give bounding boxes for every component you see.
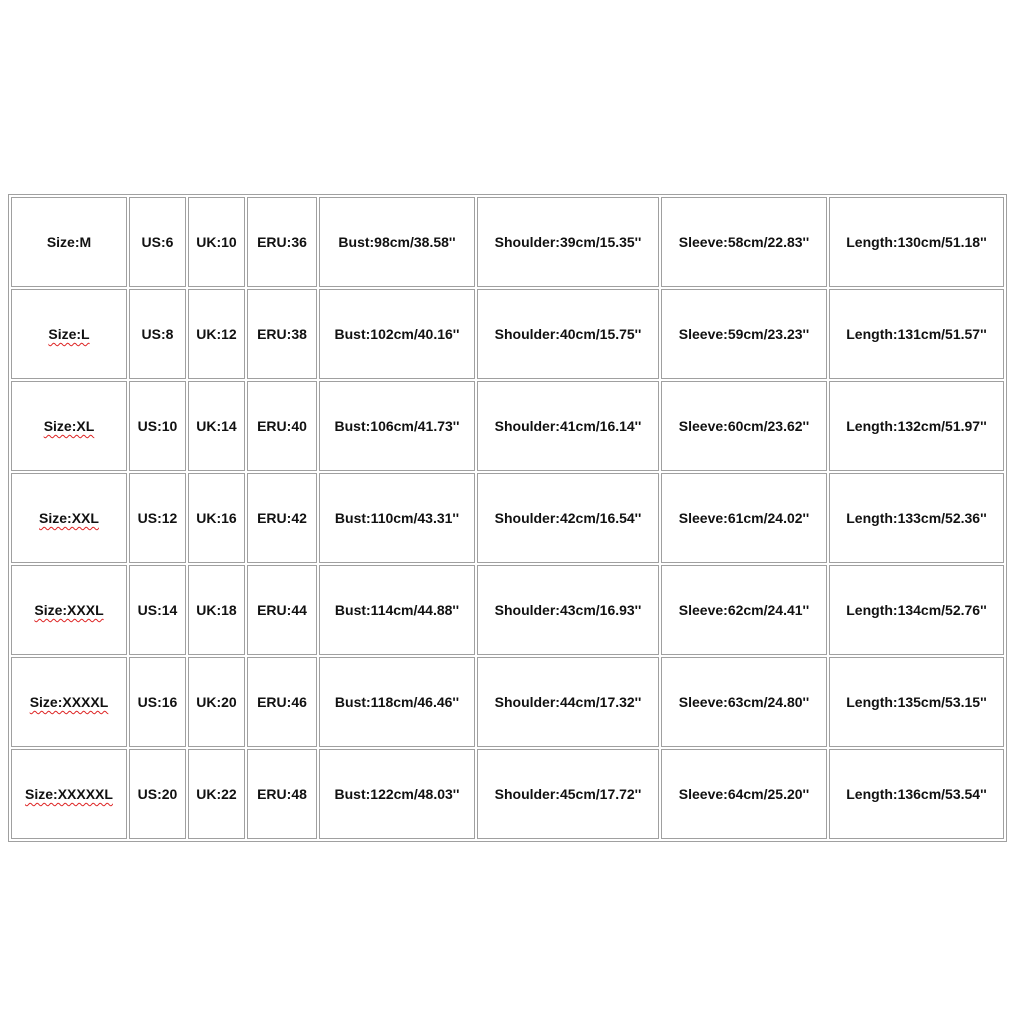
us-size-cell: US:12 [129, 473, 186, 563]
size-cell [11, 381, 127, 471]
size-cell [11, 565, 127, 655]
table-row [11, 565, 1004, 655]
length-cell: Length:131cm/51.57'' [829, 289, 1004, 379]
size-cell [11, 289, 127, 379]
size-label: Size:M [46, 234, 92, 250]
us-size-cell: US:10 [129, 381, 186, 471]
eru-size-cell: ERU:38 [247, 289, 317, 379]
sleeve-cell: Sleeve:62cm/24.41'' [661, 565, 827, 655]
bust-cell: Bust:98cm/38.58'' [319, 197, 475, 287]
sleeve-cell: Sleeve:59cm/23.23'' [661, 289, 827, 379]
uk-size-cell: UK:12 [188, 289, 245, 379]
table-row [11, 473, 1004, 563]
shoulder-cell: Shoulder:42cm/16.54'' [477, 473, 659, 563]
length-cell: Length:134cm/52.76'' [829, 565, 1004, 655]
uk-size-cell: UK:14 [188, 381, 245, 471]
shoulder-cell: Shoulder:45cm/17.72'' [477, 749, 659, 839]
size-label: Size:XL [43, 418, 95, 434]
eru-size-cell: ERU:48 [247, 749, 317, 839]
length-cell: Length:136cm/53.54'' [829, 749, 1004, 839]
sleeve-cell: Sleeve:64cm/25.20'' [661, 749, 827, 839]
bust-cell: Bust:102cm/40.16'' [319, 289, 475, 379]
us-size-cell: US:16 [129, 657, 186, 747]
size-chart-body [11, 197, 1004, 839]
table-row [11, 749, 1004, 839]
shoulder-cell: Shoulder:43cm/16.93'' [477, 565, 659, 655]
us-size-cell: US:14 [129, 565, 186, 655]
size-cell [11, 197, 127, 287]
eru-size-cell: ERU:36 [247, 197, 317, 287]
length-cell: Length:130cm/51.18'' [829, 197, 1004, 287]
uk-size-cell: UK:22 [188, 749, 245, 839]
table-row [11, 657, 1004, 747]
size-label: Size:L [48, 326, 90, 342]
size-cell [11, 473, 127, 563]
eru-size-cell: ERU:40 [247, 381, 317, 471]
shoulder-cell: Shoulder:41cm/16.14'' [477, 381, 659, 471]
uk-size-cell: UK:10 [188, 197, 245, 287]
size-label: Size:XXXXXL [25, 786, 113, 802]
shoulder-cell: Shoulder:44cm/17.32'' [477, 657, 659, 747]
size-chart-table [8, 194, 1007, 842]
sleeve-cell: Sleeve:58cm/22.83'' [661, 197, 827, 287]
bust-cell: Bust:110cm/43.31'' [319, 473, 475, 563]
size-label: Size:XXXXL [29, 694, 109, 710]
sleeve-cell: Sleeve:61cm/24.02'' [661, 473, 827, 563]
sleeve-cell: Sleeve:60cm/23.62'' [661, 381, 827, 471]
bust-cell: Bust:114cm/44.88'' [319, 565, 475, 655]
size-cell [11, 749, 127, 839]
us-size-cell: US:6 [129, 197, 186, 287]
bust-cell: Bust:122cm/48.03'' [319, 749, 475, 839]
length-cell: Length:135cm/53.15'' [829, 657, 1004, 747]
table-row [11, 381, 1004, 471]
sleeve-cell: Sleeve:63cm/24.80'' [661, 657, 827, 747]
table-row [11, 197, 1004, 287]
uk-size-cell: UK:16 [188, 473, 245, 563]
size-label: Size:XXXL [34, 602, 104, 618]
length-cell: Length:133cm/52.36'' [829, 473, 1004, 563]
uk-size-cell: UK:18 [188, 565, 245, 655]
bust-cell: Bust:106cm/41.73'' [319, 381, 475, 471]
size-cell [11, 657, 127, 747]
table-row [11, 289, 1004, 379]
eru-size-cell: ERU:42 [247, 473, 317, 563]
size-label: Size:XXL [39, 510, 99, 526]
us-size-cell: US:20 [129, 749, 186, 839]
eru-size-cell: ERU:46 [247, 657, 317, 747]
uk-size-cell: UK:20 [188, 657, 245, 747]
eru-size-cell: ERU:44 [247, 565, 317, 655]
shoulder-cell: Shoulder:39cm/15.35'' [477, 197, 659, 287]
length-cell: Length:132cm/51.97'' [829, 381, 1004, 471]
us-size-cell: US:8 [129, 289, 186, 379]
bust-cell: Bust:118cm/46.46'' [319, 657, 475, 747]
shoulder-cell: Shoulder:40cm/15.75'' [477, 289, 659, 379]
